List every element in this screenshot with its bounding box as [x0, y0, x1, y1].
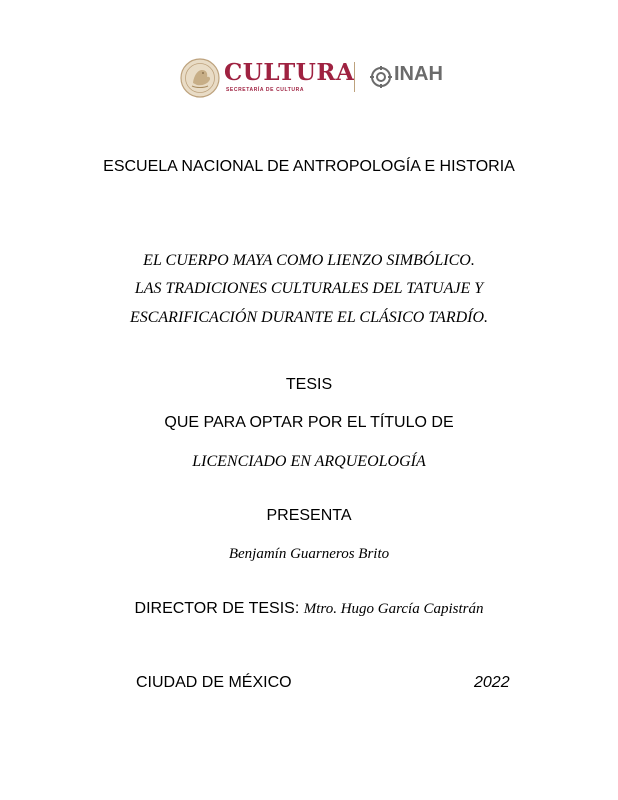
author-name: Benjamín Guarneros Brito	[228, 546, 390, 562]
tesis-label: TESIS	[285, 376, 333, 393]
thesis-title-line-1: EL CUERPO MAYA COMO LIENZO SIMBÓLICO.	[143, 252, 475, 269]
school-name: ESCUELA NACIONAL DE ANTROPOLOGÍA E HISTORIA	[103, 158, 515, 175]
year: 2022	[474, 674, 510, 691]
city-name: CIUDAD DE MÉXICO	[136, 674, 292, 691]
inah-glyph-icon	[369, 65, 393, 89]
presenta-label: PRESENTA	[266, 507, 352, 524]
logo-divider	[354, 62, 355, 92]
director-label: DIRECTOR DE TESIS:	[134, 600, 300, 617]
director-name: Mtro. Hugo García Capistrán	[303, 601, 484, 617]
mexico-seal-icon	[180, 58, 220, 98]
inah-logo-text: INAH	[394, 63, 443, 85]
cultura-logo-subtitle: SECRETARÍA DE CULTURA	[226, 87, 305, 93]
cultura-logo-text: CULTURA	[224, 59, 355, 86]
degree-intro: QUE PARA OPTAR POR EL TÍTULO DE	[164, 414, 454, 431]
header-logos	[180, 56, 460, 100]
director-line	[0, 600, 618, 618]
thesis-title-line-3: ESCARIFICACIÓN DURANTE EL CLÁSICO TARDÍO.	[129, 309, 489, 326]
thesis-title-line-2: LAS TRADICIONES CULTURALES DEL TATUAJE Y	[134, 280, 484, 297]
degree-name: LICENCIADO EN ARQUEOLOGÍA	[192, 453, 426, 470]
